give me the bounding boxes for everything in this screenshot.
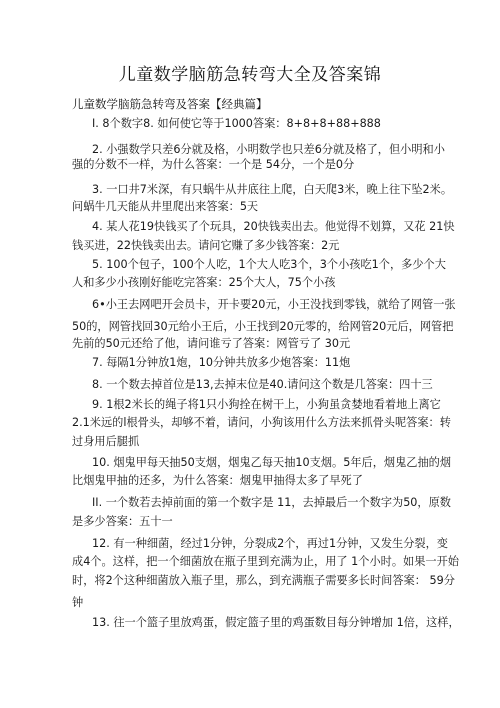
text-line: 9. 1根2米长的绳子将1只小狗拴在树干上，小狗虽贪婪地看着地上离它 (92, 398, 441, 411)
text-line: 8. 一个数去掉首位是13,去掉末位是40.请问这个数是几答案：四十三 (92, 378, 433, 391)
text-line: 10. 烟鬼甲每天抽50支烟，烟鬼乙每天抽10支烟。5年后，烟鬼乙抽的烟 (92, 456, 452, 469)
page-subtitle: 儿童数学脑筋急转弯及答案【经典篇】 (72, 97, 268, 111)
text-line: 先前的50元还给了他，请问谁亏了答案：网管亏了 30元 (72, 337, 351, 350)
text-line: 成4个。这样，把一个细菌放在瓶子里到充满为止，用了 1个小时。如果一开始 (72, 555, 459, 568)
text-line: 时，将2个这种细菌放入瓶子里，那么，到充满瓶子需要多长时间答案： 59分 (72, 574, 455, 587)
text-line: 强的分数不一样，为什么答案：一个是 54分，一个是0分 (72, 158, 355, 171)
text-line: 12. 有一种细菌，经过1分钟，分裂成2个，再过1分钟，又发生分裂，变 (92, 537, 448, 550)
text-line: II. 一个数若去掉前面的第一个数字是 11，去掉最后一个数字为50，原数 (92, 496, 451, 509)
text-line: 6•小王去网吧开会员卡，开卡要20元，小王没找到零钱，就给了网管一张 (92, 298, 456, 311)
text-line: 3. 一口井7米深，有只蜗牛从井底往上爬，白天爬3米，晚上往下坠2米。 (92, 183, 453, 196)
text-line: 2. 小强数学只差6分就及格，小明数学也只差6分就及格了，但小明和小 (92, 143, 445, 156)
text-line: 5. 100个包子，100个人吃，1个大人吃3个，3个小孩吃1个，多少个大 (92, 258, 446, 271)
text-line: 过身用后腿抓 (72, 435, 140, 448)
text-line: 13. 往一个篮子里放鸡蛋，假定篮子里的鸡蛋数目每分钟增加 1倍，这样， (92, 616, 460, 629)
text-line: 4. 某人花19快钱买了个玩具，20快钱卖出去。他觉得不划算，又花 21快 (92, 220, 455, 233)
text-line: 2.1米远的l根骨头，却够不着，请问，小狗该用什么方法来抓骨头呢答案：转 (72, 416, 451, 429)
text-line: 7. 每隔1分钟放1炮，10分钟共放多少炮答案：11炮 (92, 356, 351, 369)
page-title: 儿童数学脑筋急转弯大全及答案锦 (118, 65, 382, 85)
text-line: I. 8个数字8. 如何使它等于1000答案：8+8+8+88+888 (92, 117, 381, 130)
text-line: 是多少答案：五十一 (72, 515, 173, 528)
text-line: 钱买进，22快钱卖出去。请问它赚了多少钱答案：2元 (72, 239, 340, 252)
text-line: 问蜗牛几天能从井里爬出来答案：5天 (72, 200, 259, 213)
text-line: 人和多少小孩刚好能吃完答案：25个大人，75个小孩 (72, 276, 336, 289)
text-line: 比烟鬼甲抽的还多，为什么答案：烟鬼甲抽得太多了早死了 (72, 474, 363, 487)
text-line: 50的，网管找回30元给小王后，小王找到20元零的，给网管20元后，网管把 (72, 320, 454, 333)
text-line: 钟 (72, 596, 84, 609)
